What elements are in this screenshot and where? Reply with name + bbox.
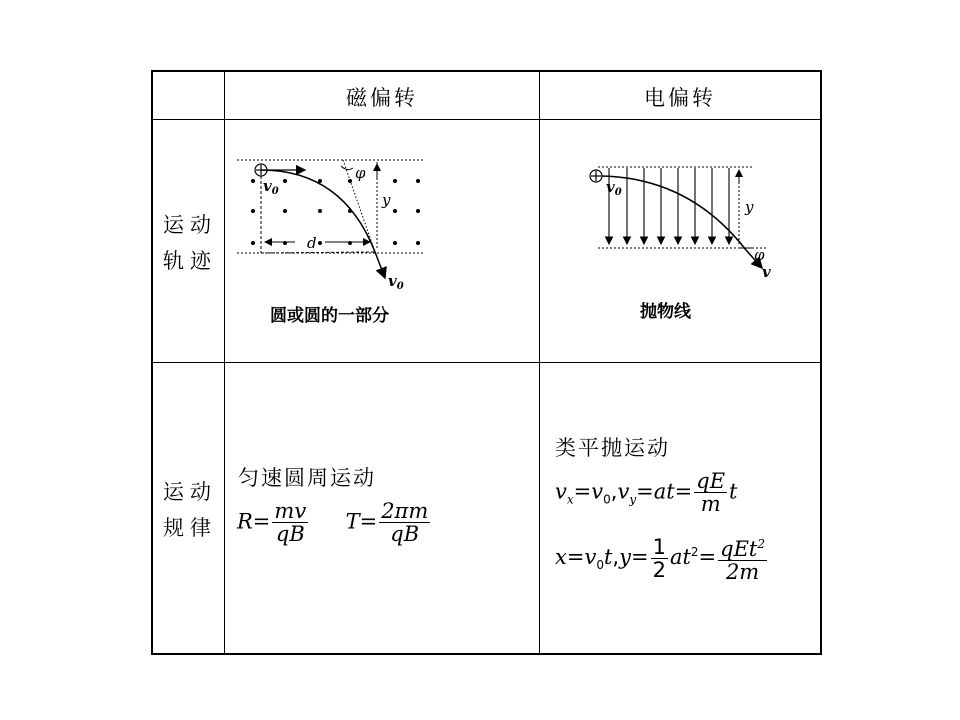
row-label-trajectory bbox=[163, 207, 217, 279]
T-denominator: qB bbox=[390, 522, 420, 546]
row-label-trajectory-line2: 轨迹 bbox=[163, 249, 217, 273]
phi-label-electric: φ bbox=[754, 246, 765, 264]
T-lhs: T= bbox=[345, 509, 378, 534]
electric-trajectory bbox=[602, 176, 746, 250]
R-fraction bbox=[272, 500, 308, 545]
v0-label-bottom: $v_0$ bbox=[388, 272, 404, 292]
electric-deflection-diagram bbox=[540, 120, 820, 320]
row-divider bbox=[152, 362, 822, 363]
v-label-electric: v bbox=[762, 263, 771, 281]
uniform-circular-motion-title: 匀速圆周运动 bbox=[238, 466, 376, 490]
electric-trajectory-caption: 抛物线 bbox=[640, 302, 691, 322]
table-bottom-border bbox=[152, 653, 822, 655]
table-right-border bbox=[820, 70, 822, 655]
electric-field-lines bbox=[609, 168, 729, 244]
electric-velocity-formula: $v_x=v_0,v_y=at=$ $\frac{qE}{m}$ t bbox=[555, 469, 738, 516]
magnetic-deflection-diagram bbox=[225, 120, 539, 320]
phi-angle-arc bbox=[341, 166, 353, 170]
electric-displacement-formula: $x=v_0t,y=$ $\frac{1}{2}$ $at^2=$ $\frac{qEt^2}{2m}$ bbox=[555, 534, 766, 584]
qEt2-over-2m-fraction: $\frac{qEt^2}{2m}$ bbox=[718, 533, 767, 583]
T-fraction bbox=[379, 500, 430, 545]
table-left-border bbox=[151, 70, 153, 655]
magnetic-formulas bbox=[237, 500, 432, 545]
header-electric-deflection: 电偏转 bbox=[644, 86, 716, 110]
row-label-law-line2: 规律 bbox=[163, 516, 217, 540]
projectile-like-motion-title: 类平抛运动 bbox=[555, 436, 670, 460]
v0-label-top: $v_0$ bbox=[263, 177, 279, 197]
exit-velocity-arrow bbox=[375, 252, 385, 278]
T-numerator: 2πm bbox=[381, 499, 429, 523]
R-lhs: R= bbox=[237, 509, 271, 534]
phi-label-magnetic: φ bbox=[355, 164, 366, 182]
R-denominator: qB bbox=[275, 522, 305, 546]
v0-label-electric: $v_0$ bbox=[606, 178, 622, 198]
header-magnetic-deflection: 磁偏转 bbox=[346, 86, 418, 110]
row-label-law bbox=[163, 474, 217, 546]
qE-over-m-fraction: $\frac{qE}{m}$ bbox=[696, 469, 726, 516]
d-label: d bbox=[307, 234, 317, 252]
R-numerator: mv bbox=[274, 499, 307, 523]
y-label-magnetic: y bbox=[382, 191, 391, 209]
row-label-trajectory-line1: 运动 bbox=[163, 213, 217, 237]
magnetic-trajectory-caption: 圆或圆的一部分 bbox=[270, 306, 389, 326]
y-label-electric: y bbox=[745, 198, 754, 216]
table-top-border bbox=[152, 70, 822, 72]
row-label-law-line1: 运动 bbox=[163, 480, 217, 504]
one-half-fraction: $\frac{1}{2}$ bbox=[652, 534, 666, 582]
